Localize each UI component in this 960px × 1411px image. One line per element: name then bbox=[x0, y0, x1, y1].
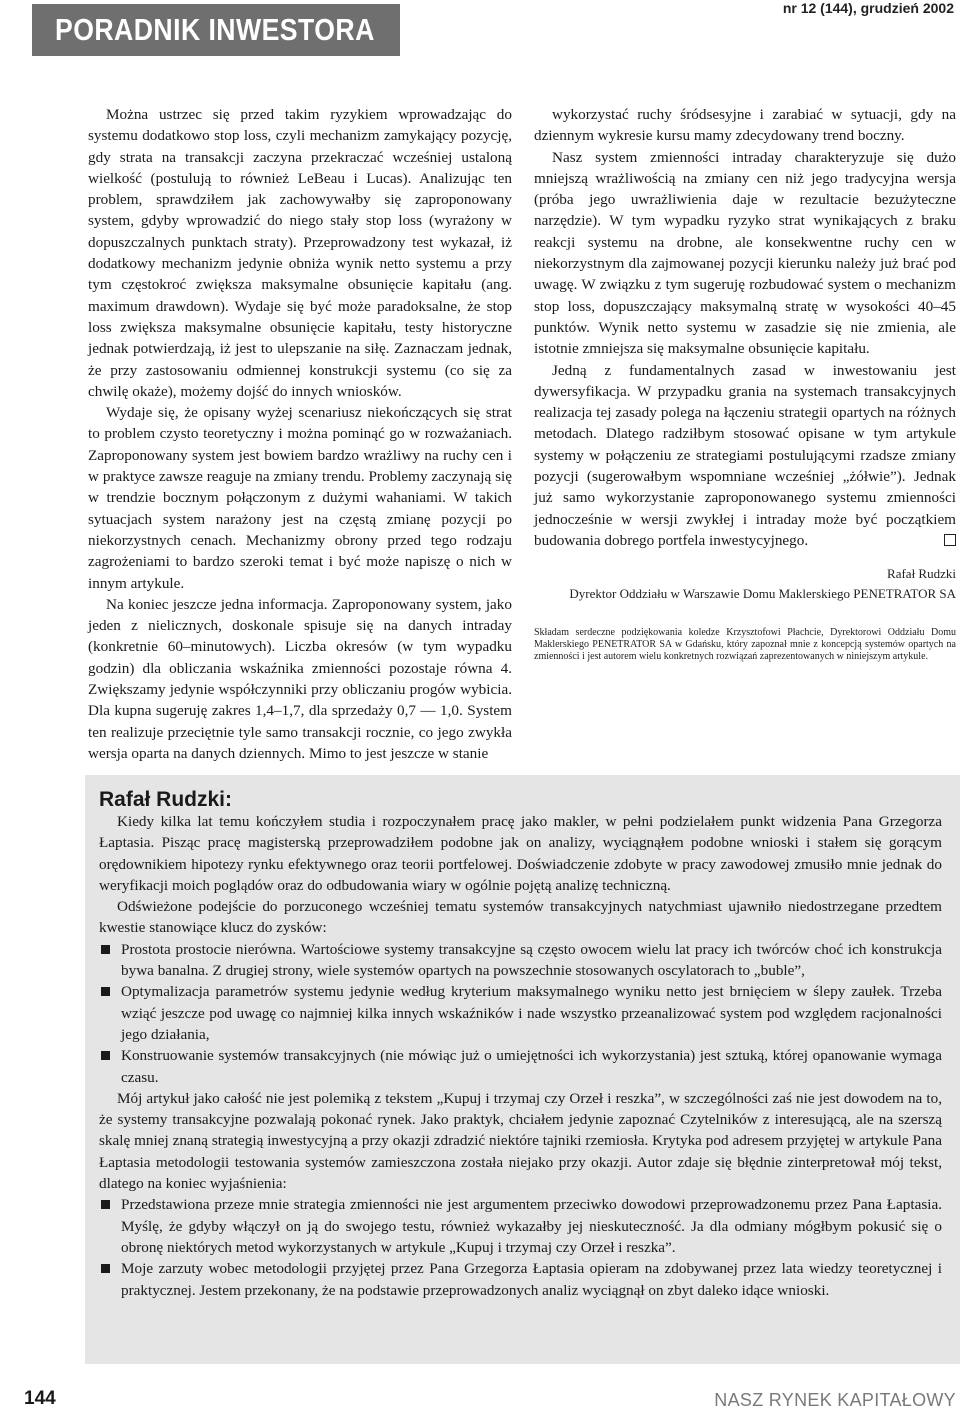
paragraph-text: Jedną z fundamentalnych zasad w inwestowaniu jest dywersyfikacja. W przypadku grania na systemach transakcyjnych realizacja tej zasady polega na łączeniu strategii opartych na różnych metodach. Dlatego radziłbym stosować opisane w tym artykule systemy w połączeniu ze strategiami postulującymi rzadsze zmiany pozycji (sugerowałbym wspomniane wcześniej „żółwie”). Jednak już samo wykorzystanie zaproponowanego systemu zmienności jednocześnie w wersji zwykłej i intraday może być początkiem budowania dobrego portfela inwestycyjnego. bbox=[534, 361, 956, 549]
issue-label: nr 12 (144), grudzień 2002 bbox=[782, 0, 954, 16]
page-number: 144 bbox=[24, 1388, 56, 1409]
bio-paragraph: Kiedy kilka lat temu kończyłem studia i rozpoczynałem pracę jako makler, w pełni podzielałem punkt widzenia Pana Grzegorza Łaptasia. Pisząc pracę magisterską przeprowadziłem podobne jak on analizy, wyciągnąłem podobne wnioski i stałem się gorącym orędownikiem hipotezy rynku efektywnego oraz teorii portfelowej. Doświadczenie zdobyte w pracy zawodowej zmusiło mnie jednak do weryfikacji moich poglądów oraz do odbudowania wiary w ogólnie pojętą analizę techniczną. bbox=[99, 813, 942, 894]
paragraph: Na koniec jeszcze jedna informacja. Zaproponowany system, jako jeden z nielicznych, doskonale spisuje się na danych intraday (konkretnie 60–minutowych). Liczba okresów (w tym wypadku godzin) dla obliczania wskaźnika zmienności pozostaje równa 4. Zwiększamy jedynie współczynniki przy obliczaniu progów wybicia. Dla kupna sugeruję zakres 1,4–1,7, dla sprzedaży 0,7 — 1,0. System ten realizuje przeciętnie tyle samo transakcji rocznie, co jego zwykła wersja oparta na danych dziennych. Mimo to jest jeszcze w stanie bbox=[88, 595, 512, 762]
section-title: PORADNIK INWESTORA bbox=[55, 12, 375, 47]
list-item: Moje zarzuty wobec metodologii przyjętej przez Pana Grzegorza Łaptasia opieram na zdobywanej przez lata wiedzy teoretycznej i praktycznej. Jestem przekonany, że na podstawie przeprowadzonych analiz wyciągnął on zbyt daleko idące wnioski. bbox=[99, 1258, 942, 1301]
bio-title: Rafał Rudzki: bbox=[99, 788, 233, 811]
bio-list bbox=[99, 1194, 942, 1300]
left-column bbox=[88, 104, 512, 764]
bio-paragraph: Odświeżone podejście do porzuconego wcześniej tematu systemów transakcyjnych natychmiast ujawniło niedostrzegane przedtem kwestie stanowiące klucz do zysków: bbox=[99, 898, 942, 937]
paragraph: wykorzystać ruchy śródsesyjne i zarabiać w sytuacji, gdy na dziennym wykresie kursu mamy zdecydowany trend boczny. bbox=[534, 106, 956, 145]
bio-list bbox=[99, 939, 942, 1088]
author-role: Dyrektor Oddziału w Warszawie Domu Maklerskiego PENETRATOR SA bbox=[569, 586, 956, 601]
bio-paragraph: Mój artykuł jako całość nie jest polemiką z tekstem „Kupuj i trzymaj czy Orzeł i reszka”, w szczególności zaś nie jest dowodem na to, że systemy transakcyjne pozwalają pokonać rynek. Jako praktyk, chciałem jedynie zapoznać Czytelników z interesującą, ale na szerszą skalę mniej znaną strategią inwestycyjną a przy okazji zdradzić niektóre tajniki rzemiosła. Krytyka pod adresem przyjętej w artykule Pana Łaptasia metodologii testowania systemów zamieszczona została niejako przy okazji. Autor zdaje się błędnie zinterpretował mój tekst, dlatego na koniec wyjaśnienia: bbox=[99, 1089, 942, 1193]
acknowledgements: Składam serdeczne podziękowania koledze Krzysztofowi Płachcie, Dyrektorowi Oddziału Domu Maklerskiego PENETRATOR SA w Gdańsku, który zapoznał mnie z koncepcją systemów opartych na zmienności i jest autorem wielu konkretnych rozwiązań zaprezentowanych w niniejszym artykule. bbox=[534, 627, 956, 662]
right-column bbox=[534, 104, 956, 551]
author-name: Rafał Rudzki bbox=[887, 566, 956, 581]
publication-name: NASZ RYNEK KAPITAŁOWY bbox=[714, 1390, 956, 1410]
end-of-article-icon bbox=[944, 534, 956, 546]
list-item: Prostota prostocie nierówna. Wartościowe systemy transakcyjne są często owocem wielu lat pracy ich twórców choć ich konstrukcja bywa banalna. Z drugiej strony, wiele systemów opartych na powszechnie stosowanych oscylatorach to „buble”, bbox=[99, 939, 942, 982]
list-item: Konstruowanie systemów transakcyjnych (nie mówiąc już o umiejętności ich wykorzystania) jest sztuką, której opanowanie wymaga czasu. bbox=[99, 1045, 942, 1088]
paragraph: Można ustrzec się przed takim ryzykiem wprowadzając do systemu dodatkowo stop loss, czyli mechanizm zamykający pozycję, gdy strata na transakcji zaczyna przekraczać wcześniej ustaloną wielkość (postulują to również LeBeau i Lucas). Analizując ten problem, sprawdziłem jak zachowywałby się zaproponowany system, gdyby wprowadzić do niego stały stop loss (wyrażony w dopuszczalnych punktach straty). Przeprowadzony test wykazał, iż dodatkowy mechanizm jedynie obniża wynik netto systemu a przy tym częstokroć zwiększa maksymalne obsunięcie kapitału (ang. maximum drawdown). Wydaje się być może paradoksalne, że stop loss zwiększa maksymalne obsunięcie kapitału, testy historyczne jednak potwierdzają, iż jest to ulepszanie na siłę. Zaznaczam jednak, że przy zastosowaniu odmiennej konstrukcji systemu (co się za chwilę okaże), możemy dojść do innych wniosków. bbox=[88, 106, 512, 400]
list-item: Optymalizacja parametrów systemu jedynie według kryterium maksymalnego wyniku netto jest brnięciem w ślepy zaułek. Trzeba wziąć jeszcze pod uwagę co najmniej kilka innych wskaźników i nade wszystko przeanalizować system pod względem racjonalności jego działania, bbox=[99, 981, 942, 1045]
paragraph: Wydaje się, że opisany wyżej scenariusz niekończących się strat to problem czysto teoretyczny i można pominąć go w rozważaniach. Zaproponowany system jest bowiem bardzo wrażliwy na ruchy cen i w praktyce zawsze reaguje na zmiany trendu. Problemy zaczynają się w trendzie bocznym połączonym z dużymi wahaniami. W takich sytuacjach system narażony jest na częstą zmianę pozycji po niekorzystnych cenach. Mechanizmy obrony przed tego rodzaju zagrożeniami to bardzo szeroki temat i być może napiszę o nich w innym artykule. bbox=[88, 404, 512, 592]
bio-box bbox=[85, 775, 960, 1364]
paragraph-last bbox=[534, 360, 956, 552]
paragraph: Nasz system zmienności intraday charakteryzuje się dużo mniejszą wrażliwością na zmiany cen niż jego tradycyjna wersja (próba jego uwrażliwienia daje w rezultacie bezużyteczne narzędzie). W tym wypadku ryzyko strat wynikających z braku reakcji systemu na drobne, ale konsekwentne ruchy cen w niekorzystnym dla zajmowanej pozycji kierunku należy już brać pod uwagę. W związku z tym sugeruję rozbudować system o mechanizm stop loss, dopuszczający maksymalną stratę w wysokości 40–45 punktów. Wynik netto systemu w zasadzie się nie zmienia, ale istotnie zmniejsza się maksymalne obsunięcie kapitału. bbox=[534, 148, 956, 358]
list-item: Przedstawiona przeze mnie strategia zmienności nie jest argumentem przeciwko dowodowi przeprowadzonemu przez Pana Łaptasia. Myślę, że gdyby włączył on ją do swojego testu, również wykazałby jej nieskuteczność. Ja dla odmiany mógłbym pokusić się o obronę niektórych metod wykorzystanych w artykule „Kupuj i trzymaj czy Orzeł i reszka”. bbox=[99, 1194, 942, 1258]
